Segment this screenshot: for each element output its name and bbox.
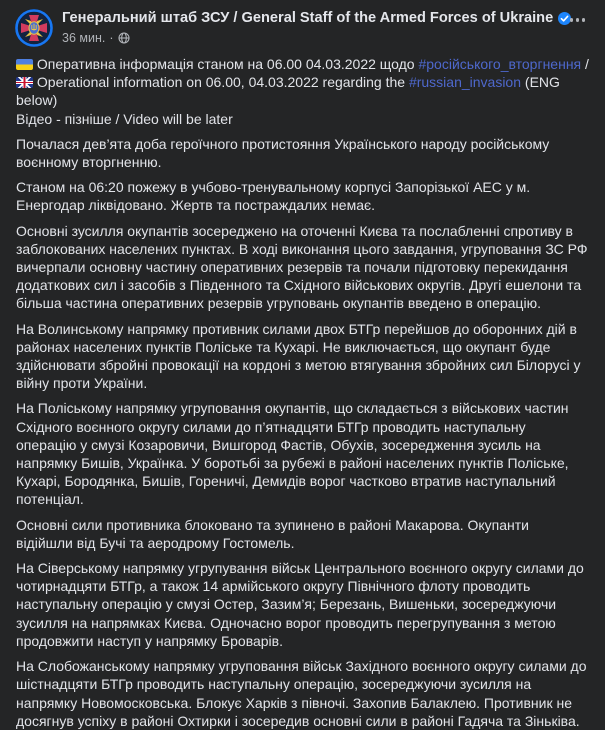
post-paragraph: На Поліському напрямку угруповання окупантів, що складається з військових частин Східного воєнного округу силами до п’ятнадцяти БТГр проводить наступальну операцію у смузі Козаровичи, Вишгород Фастів, Обухів, зосередження зусиль на напрямку Бишів, Українка. У боротьбі за рубежі в районі населених пунктів Поліське, Кухарі, Бородянка, Бишів, Гореничі, Демидів ворог частково втратив наступальний потенціал. — [16, 400, 569, 508]
three-dots-icon — [570, 18, 574, 22]
post-paragraph: Оперативна інформація станом на 06.00 04.03.2022 щодо #російського_вторгнення / Operational information on 06.00, 04.03.2022 regarding the #russian_invasion (ENG below) Відео - пізніше / Video will be later — [16, 56, 589, 127]
post-paragraph: Основні сили противника блоковано та зупинено в районі Макарова. Окупанти відійшли від Бучі та аеродрому Гостомель. — [16, 516, 529, 551]
uk-flag-icon — [16, 77, 33, 88]
more-options-button[interactable] — [566, 12, 590, 28]
post-paragraph: Почалася дев’ята доба героїчного протистояння Українського народу російському воєнному вторгненню. — [16, 135, 550, 171]
page-title[interactable]: Генеральний штаб ЗСУ / General Staff of the Armed Forces of Ukraine — [62, 10, 554, 26]
page-avatar[interactable] — [14, 8, 54, 48]
hashtag-link[interactable]: #російського_вторгнення — [418, 56, 582, 72]
post-timestamp[interactable]: 36 мин. — [62, 31, 106, 45]
header-text — [62, 8, 566, 46]
post-paragraph: На Слобожанському напрямку угруповання військ Західного воєнного округу силами до шістнадцяти БТГр проводить наступальну операцію, зосереджуючи зусилля на напрямку Новомосковська. Блокує Харків з півночі. Захопив Балаклею. Противник не досягнув успіху в районі Охтирки і зосередив основні сили в районі Гадяча та Зіньківа. — [16, 658, 587, 729]
globe-icon — [118, 32, 130, 44]
post-header — [0, 0, 605, 48]
post-paragraph: На Волинському напрямку противник силами двох БТГр перейшов до оборонних дій в районах населених пунктів Поліське та Кухарі. Не виключається, що окупант буде здійснювати збройні провокації на кордоні з метою втягування збройних сил Білорусі у війну проти України. — [16, 320, 581, 392]
meta-separator: · — [109, 31, 114, 45]
ukraine-flag-icon — [16, 59, 33, 70]
post-paragraph: Станом на 06:20 пожежу в учбово-тренувальному корпусі Запорізької АЕС у м. Енергодар ліквідовано. Жертв та постраждалих немає. — [16, 179, 531, 214]
post-paragraph: Основні зусилля окупантів зосереджено на оточенні Києва та послабленні спротиву в заблокованих населених пунктах. В ході виконання цього завдання, угруповання ЗС РФ вичерпали основну частину оперативних резервів та почали підготовку перекидання додаткових сил і засобів з Південного та Східного військових округів. Другі ешелони та більша частина оперативних резервів угруповань окупантів введено в операцію. — [16, 222, 588, 312]
post-text — [0, 48, 605, 730]
hashtag-link[interactable]: #russian_invasion — [408, 74, 522, 91]
zsu-emblem-icon — [14, 8, 54, 48]
post-paragraph: На Сіверському напрямку угрупування військ Центрального воєнного округу силами до чотирнадцяти БТГр, а також 14 армійського округу Північного флоту проводить наступальну операцію у смузі Остер, Зазим’я; Березань, Вишеньки, зосереджуючи зусилля на напрямках Києва. Одночасно ворог проводить перегрупування з метою продовжити наступ у напрямку Броварів. — [16, 560, 584, 649]
